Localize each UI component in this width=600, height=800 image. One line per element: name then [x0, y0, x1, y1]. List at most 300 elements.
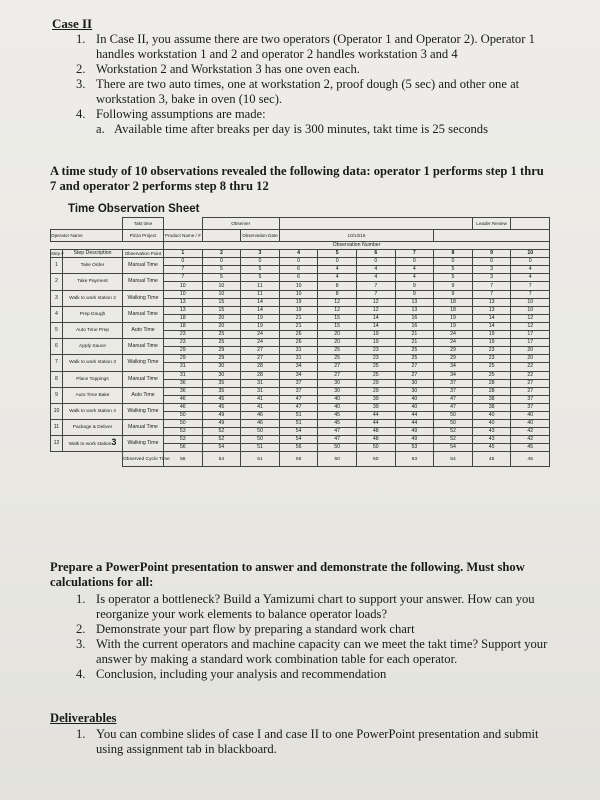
observation-cell: 44	[395, 420, 434, 428]
project-label: Pizza Project	[123, 230, 164, 242]
table-row	[51, 274, 550, 282]
observation-cell: 56	[164, 444, 203, 452]
observation-cell: 28	[472, 379, 511, 387]
observation-cell: 24	[241, 339, 280, 347]
observation-cell: 27	[511, 379, 550, 387]
observation-cell: 48	[356, 428, 395, 436]
step-type: Manual Time	[123, 258, 164, 274]
observed-cycle-cell: 54	[434, 452, 473, 467]
observation-cell: 4	[356, 266, 395, 274]
observation-cell: 46	[164, 395, 203, 403]
prepare-item: 2. Demonstrate your part flow by preparing a standard work chart	[76, 622, 415, 636]
observation-cell: 43	[472, 428, 511, 436]
step-number: 12	[51, 436, 63, 452]
observation-cell: 19	[279, 298, 318, 306]
prepare-item: 3. With the current operators and machine capacity can we meet the takt time? Support your answer by making a standard work combination table for each operator.	[76, 637, 548, 666]
observation-cell: 16	[395, 322, 434, 330]
step-description: Place Toppings	[63, 371, 123, 387]
observation-cell: 0	[511, 258, 550, 266]
table-row	[51, 339, 550, 347]
step-number: 5	[51, 322, 63, 338]
observation-cell: 49	[202, 411, 241, 419]
observation-cell: 47	[318, 428, 357, 436]
observed-cycle-cell: 50	[318, 452, 357, 467]
handwritten-mark: 3	[111, 437, 117, 448]
observation-cell: 12	[511, 322, 550, 330]
step-description: Package & Deliver	[63, 420, 123, 436]
observation-cell: 29	[434, 347, 473, 355]
table-row	[51, 387, 550, 395]
observation-cell: 47	[279, 395, 318, 403]
step-type: Walking Time	[123, 436, 164, 452]
observation-cell: 5	[202, 266, 241, 274]
observation-cell: 24	[241, 331, 280, 339]
observation-cell: 28	[241, 363, 280, 371]
observed-cycle-cell: 45	[472, 452, 511, 467]
observation-cell: 25	[472, 371, 511, 379]
observation-cell: 22	[511, 371, 550, 379]
observation-cell: 30	[395, 379, 434, 387]
observed-cycle-row	[51, 452, 550, 467]
observation-cell: 30	[318, 387, 357, 395]
table-row	[51, 420, 550, 428]
observation-cell: 49	[395, 428, 434, 436]
observation-cell: 15	[202, 306, 241, 314]
observation-cell: 0	[472, 258, 511, 266]
observation-cell: 54	[202, 444, 241, 452]
observation-cell: 4	[395, 266, 434, 274]
observation-cell: 30	[395, 387, 434, 395]
observation-cell: 5	[241, 266, 280, 274]
observation-cell: 31	[164, 363, 203, 371]
step-number: 4	[51, 306, 63, 322]
step-description: Take Order	[63, 258, 123, 274]
observation-cell: 29	[202, 347, 241, 355]
observation-cell: 45	[318, 411, 357, 419]
observation-cell: 10	[511, 298, 550, 306]
observation-cell: 45	[511, 444, 550, 452]
observation-cell: 35	[202, 379, 241, 387]
observation-cell: 35	[202, 387, 241, 395]
observed-cycle-cell: 45	[511, 452, 550, 467]
observation-cell: 30	[202, 363, 241, 371]
observation-cell: 39	[356, 403, 395, 411]
observation-cell: 19	[434, 322, 473, 330]
observation-cell: 10	[164, 282, 203, 290]
observation-cell: 31	[164, 371, 203, 379]
time-observation-sheet	[50, 203, 549, 546]
step-description: Walk to work station 3	[63, 355, 123, 371]
observation-cell: 40	[472, 420, 511, 428]
observation-cell: 4	[356, 274, 395, 282]
observation-cell: 51	[279, 420, 318, 428]
observation-cell: 7	[472, 282, 511, 290]
observation-cell: 4	[511, 274, 550, 282]
observation-cell: 53	[164, 428, 203, 436]
step-type: Walking Time	[123, 403, 164, 419]
observation-cell: 20	[318, 339, 357, 347]
observation-cell: 20	[318, 331, 357, 339]
observation-cell: 5	[434, 274, 473, 282]
observation-cell: 27	[241, 347, 280, 355]
observation-cell: 54	[279, 436, 318, 444]
observation-cell: 50	[241, 428, 280, 436]
observation-cell: 53	[395, 444, 434, 452]
observation-cell: 46	[241, 420, 280, 428]
observation-cell: 19	[356, 339, 395, 347]
observation-cell: 18	[434, 298, 473, 306]
observation-cell: 14	[241, 298, 280, 306]
observation-cell: 31	[279, 355, 318, 363]
observation-cell: 40	[511, 411, 550, 419]
observation-cell: 21	[279, 314, 318, 322]
observation-cell: 45	[202, 403, 241, 411]
observation-cell: 13	[164, 306, 203, 314]
observation-cell: 5	[241, 274, 280, 282]
observation-cell: 37	[511, 403, 550, 411]
observation-cell: 5	[202, 274, 241, 282]
observation-cell: 50	[241, 436, 280, 444]
observation-cell: 8	[318, 290, 357, 298]
observation-cell: 26	[279, 331, 318, 339]
observation-cell: 24	[434, 331, 473, 339]
observation-cell: 7	[356, 282, 395, 290]
case-title: Case II	[52, 16, 93, 31]
obs-number-header: 2	[202, 250, 241, 258]
obs-number-header: 6	[356, 250, 395, 258]
observation-cell: 13	[395, 298, 434, 306]
observation-cell: 0	[356, 258, 395, 266]
observation-cell: 20	[202, 322, 241, 330]
observation-cell: 3	[472, 274, 511, 282]
observation-cell: 52	[202, 436, 241, 444]
observation-cell: 47	[434, 403, 473, 411]
observation-cell: 20	[511, 347, 550, 355]
observation-cell: 44	[395, 411, 434, 419]
observation-cell: 34	[434, 371, 473, 379]
observation-cell: 25	[395, 347, 434, 355]
observation-cell: 53	[164, 436, 203, 444]
table-row	[51, 322, 550, 330]
observation-cell: 9	[434, 290, 473, 298]
observation-cell: 13	[472, 306, 511, 314]
observation-cell: 27	[318, 371, 357, 379]
observation-cell: 3	[472, 266, 511, 274]
observation-cell: 0	[202, 258, 241, 266]
observation-cell: 25	[395, 355, 434, 363]
observation-cell: 46	[241, 411, 280, 419]
observation-cell: 19	[434, 314, 473, 322]
observation-cell: 27	[511, 387, 550, 395]
observation-cell: 25	[356, 371, 395, 379]
step-number: 6	[51, 339, 63, 355]
observation-cell: 23	[472, 347, 511, 355]
observation-cell: 37	[434, 387, 473, 395]
step-number: 1	[51, 258, 63, 274]
takt-label: Takt time	[123, 218, 164, 230]
observation-cell: 10	[202, 290, 241, 298]
observation-cell: 19	[241, 314, 280, 322]
observation-cell: 37	[279, 379, 318, 387]
observation-cell: 19	[241, 322, 280, 330]
table-row	[51, 306, 550, 314]
observation-cell: 25	[318, 347, 357, 355]
observation-cell: 7	[472, 290, 511, 298]
obs-number-label: Observation Number	[164, 242, 550, 250]
observation-cell: 44	[356, 420, 395, 428]
observed-cycle-cell: 53	[395, 452, 434, 467]
observation-cell: 14	[356, 314, 395, 322]
observation-cell: 50	[164, 420, 203, 428]
observation-cell: 25	[472, 363, 511, 371]
step-description: Walk to work station3	[63, 436, 123, 452]
observation-cell: 51	[241, 444, 280, 452]
step-type: Walking Time	[123, 355, 164, 371]
observation-cell: 49	[395, 436, 434, 444]
observation-cell: 43	[472, 436, 511, 444]
product-label: Product Name / #	[164, 230, 203, 242]
obs-date-label: Observation Date	[241, 230, 280, 242]
observation-cell: 9	[395, 290, 434, 298]
observation-cell: 10	[202, 282, 241, 290]
observation-cell: 28	[472, 387, 511, 395]
observation-cell: 19	[472, 331, 511, 339]
observation-cell: 36	[164, 387, 203, 395]
observation-cell: 29	[434, 355, 473, 363]
observation-cell: 9	[434, 282, 473, 290]
observation-cell: 5	[434, 266, 473, 274]
case-subitem: a. Available time after breaks per day is 300 minutes, takt time is 25 seconds	[96, 122, 488, 136]
observation-cell: 38	[472, 403, 511, 411]
observation-cell: 49	[202, 420, 241, 428]
observation-cell: 19	[472, 339, 511, 347]
observed-cycle-cell: 56	[164, 452, 203, 467]
step-number: 10	[51, 403, 63, 419]
observation-cell: 7	[356, 290, 395, 298]
observation-cell: 0	[241, 258, 280, 266]
step-desc-label: Step Description	[63, 250, 123, 258]
observation-cell: 48	[356, 436, 395, 444]
observation-cell: 52	[202, 428, 241, 436]
observation-cell: 23	[356, 355, 395, 363]
step-number: 7	[51, 355, 63, 371]
obs-number-header: 9	[472, 250, 511, 258]
step-type: Auto Time	[123, 322, 164, 338]
observation-cell: 6	[279, 266, 318, 274]
step-number: 3	[51, 290, 63, 306]
observation-cell: 11	[241, 282, 280, 290]
case-item: 1. In Case II, you assume there are two operators (Operator 1 and Operator 2). Operator 1 handles workstation 1 and 2 and operator 2 handles workstation 3 and 4	[76, 32, 535, 61]
observation-cell: 31	[279, 347, 318, 355]
observed-cycle-cell: 56	[279, 452, 318, 467]
observation-cell: 41	[241, 403, 280, 411]
observation-cell: 25	[202, 331, 241, 339]
observation-cell: 34	[279, 371, 318, 379]
observation-cell: 50	[164, 411, 203, 419]
observation-cell: 27	[318, 363, 357, 371]
observation-cell: 0	[395, 258, 434, 266]
observation-cell: 47	[318, 436, 357, 444]
observation-cell: 4	[511, 266, 550, 274]
observation-cell: 0	[318, 258, 357, 266]
observation-cell: 30	[202, 371, 241, 379]
deliverable-item: 1. You can combine slides of case I and case II to one PowerPoint presentation and submit using assignment tab in blackboard.	[76, 727, 539, 756]
obs-number-header: 7	[395, 250, 434, 258]
observed-cycle-cell: 51	[241, 452, 280, 467]
observation-cell: 25	[318, 355, 357, 363]
observer-label: Observer	[202, 218, 279, 230]
step-number: 8	[51, 371, 63, 387]
observation-cell: 4	[318, 274, 357, 282]
obs-point-label: Observation Point	[123, 250, 164, 258]
observation-cell: 16	[395, 314, 434, 322]
observation-cell: 19	[356, 331, 395, 339]
observation-cell: 10	[279, 282, 318, 290]
observation-cell: 31	[241, 379, 280, 387]
case-list	[76, 32, 552, 137]
table-row	[51, 403, 550, 411]
observation-cell: 27	[395, 371, 434, 379]
observation-cell: 52	[434, 436, 473, 444]
table-row	[51, 355, 550, 363]
observation-cell: 7	[164, 274, 203, 282]
step-number: 11	[51, 420, 63, 436]
observation-cell: 29	[164, 347, 203, 355]
prepare-item: 1. Is operator a bottleneck? Build a Yamizumi chart to support your answer. How can you reorganize your work elements to balance operator loads?	[76, 592, 535, 621]
observation-cell: 14	[472, 314, 511, 322]
leader-label: Leader Review	[472, 218, 511, 230]
observation-cell: 18	[164, 322, 203, 330]
observation-cell: 9	[395, 282, 434, 290]
observation-cell: 28	[241, 371, 280, 379]
step-description: Apply Sauce	[63, 339, 123, 355]
observation-cell: 12	[356, 306, 395, 314]
prepare-list	[76, 592, 552, 682]
observation-cell: 38	[472, 395, 511, 403]
case-item: 2. Workstation 2 and Workstation 3 has one oven each.	[76, 62, 360, 76]
observation-cell: 14	[472, 322, 511, 330]
observation-cell: 25	[202, 339, 241, 347]
step-type: Auto Time	[123, 387, 164, 403]
date-value: 10/13/16	[279, 230, 433, 242]
observation-cell: 13	[164, 298, 203, 306]
observation-cell: 50	[356, 444, 395, 452]
observation-cell: 27	[241, 355, 280, 363]
observation-cell: 20	[511, 355, 550, 363]
observation-cell: 50	[434, 411, 473, 419]
case-item: 3. There are two auto times, one at workstation 2, proof dough (5 sec) and other one at workstation 3, bake in oven (10 sec).	[76, 77, 520, 106]
observed-cycle-label: Observed Cycle Time	[123, 452, 164, 467]
observation-cell: 20	[202, 314, 241, 322]
step-type: Manual Time	[123, 420, 164, 436]
observation-cell: 42	[511, 428, 550, 436]
observation-cell: 12	[356, 298, 395, 306]
observation-cell: 56	[279, 444, 318, 452]
obs-number-header: 10	[511, 250, 550, 258]
deliverables-title: Deliverables	[50, 711, 117, 725]
observation-cell: 19	[279, 306, 318, 314]
table-row	[51, 290, 550, 298]
observation-cell: 12	[318, 306, 357, 314]
observation-cell: 42	[511, 436, 550, 444]
step-description: Walk to work station 4	[63, 403, 123, 419]
observation-cell: 24	[434, 339, 473, 347]
observation-cell: 26	[279, 339, 318, 347]
observation-cell: 0	[434, 258, 473, 266]
step-description: Auto Time Prep	[63, 322, 123, 338]
observation-cell: 7	[511, 290, 550, 298]
table-row	[51, 258, 550, 266]
observation-cell: 12	[511, 314, 550, 322]
obs-number-header: 3	[241, 250, 280, 258]
observation-cell: 11	[241, 290, 280, 298]
observation-cell: 7	[164, 266, 203, 274]
observation-cell: 54	[279, 428, 318, 436]
observation-cell: 39	[356, 395, 395, 403]
observation-cell: 15	[318, 322, 357, 330]
observation-cell: 23	[472, 355, 511, 363]
observation-cell: 29	[202, 355, 241, 363]
observation-cell: 37	[511, 395, 550, 403]
observation-cell: 34	[279, 363, 318, 371]
observation-cell: 31	[241, 387, 280, 395]
observation-cell: 6	[279, 274, 318, 282]
prepare-item: 4. Conclusion, including your analysis and recommendation	[76, 667, 387, 681]
observation-cell: 40	[395, 395, 434, 403]
obs-number-header: 5	[318, 250, 357, 258]
observation-cell: 23	[164, 331, 203, 339]
observation-cell: 51	[279, 411, 318, 419]
study-text: A time study of 10 observations revealed the following data: operator 1 performs step 1 thru 7 and operator 2 performs step 8 thru 12	[50, 164, 544, 193]
case-section	[52, 16, 552, 31]
observation-cell: 23	[356, 347, 395, 355]
deliverables-list	[76, 727, 552, 757]
step-description: Take Payment	[63, 274, 123, 290]
observation-cell: 15	[318, 314, 357, 322]
observation-cell: 37	[279, 387, 318, 395]
observation-cell: 40	[472, 411, 511, 419]
observation-table	[50, 217, 550, 467]
observation-cell: 50	[434, 420, 473, 428]
observation-cell: 47	[279, 403, 318, 411]
step-type: Manual Time	[123, 371, 164, 387]
observation-cell: 44	[356, 411, 395, 419]
observation-cell: 21	[279, 322, 318, 330]
sheet-title: Time Observation Sheet	[68, 203, 200, 215]
observation-cell: 14	[241, 306, 280, 314]
observation-cell: 40	[511, 420, 550, 428]
obs-number-header: 1	[164, 250, 203, 258]
observation-cell: 47	[434, 395, 473, 403]
observed-cycle-cell: 50	[356, 452, 395, 467]
observation-cell: 34	[434, 363, 473, 371]
observation-cell: 12	[318, 298, 357, 306]
observation-cell: 30	[318, 379, 357, 387]
observation-cell: 15	[202, 298, 241, 306]
observation-cell: 0	[164, 258, 203, 266]
step-number: 9	[51, 387, 63, 403]
observation-cell: 10	[279, 290, 318, 298]
step-description: Prep Dough	[63, 306, 123, 322]
observation-cell: 40	[318, 403, 357, 411]
observation-cell: 17	[511, 331, 550, 339]
observation-cell: 52	[434, 428, 473, 436]
observation-cell: 4	[395, 274, 434, 282]
table-row	[51, 436, 550, 444]
observation-cell: 23	[164, 339, 203, 347]
observation-cell: 46	[164, 403, 203, 411]
observation-cell: 10	[164, 290, 203, 298]
